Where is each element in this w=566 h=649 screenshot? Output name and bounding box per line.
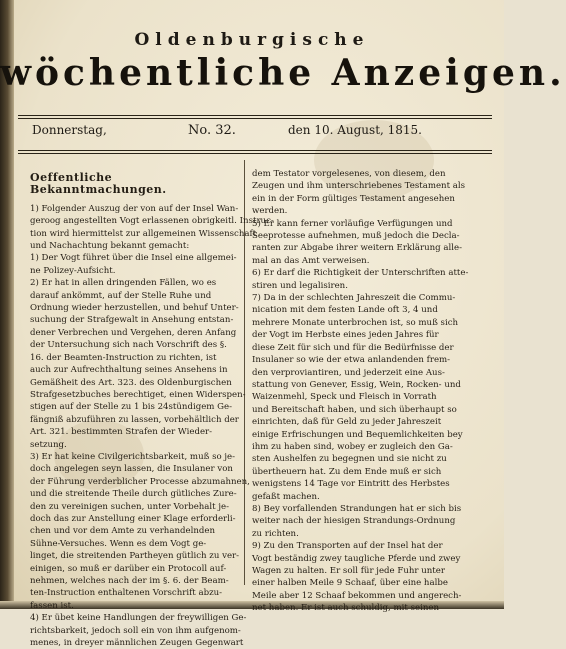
text-line: zu richten.	[252, 528, 299, 539]
issue-rule-bottom	[18, 150, 492, 151]
text-line: stattung von Genever, Essig, Wein, Rocken- und	[252, 379, 461, 390]
text-line: und die streitende Theile durch gütliches Zure-	[30, 489, 237, 500]
masthead-rule-top-double	[18, 118, 492, 119]
text-line: einrichten, daß für Geld zu jeder Jahreszeit	[252, 417, 442, 428]
text-line: 8) Bey vorfallenden Strandungen hat er sich bis	[252, 503, 462, 514]
text-line: den zu vereinigen suchen, unter Vorbehalt je-	[30, 501, 230, 512]
text-line: 6) Er darf die Richtigkeit der Unterschriften atte-	[252, 268, 469, 279]
text-line: Gemäßheit des Art. 323. des Oldenburgischen	[30, 377, 232, 388]
text-line: Art. 321. bestimmten Strafen der Wieder-	[30, 427, 213, 438]
text-line: Strafgesetzbuches berechtiget, einen Widerspen-	[30, 389, 246, 400]
text-line: 9) Zu den Transporten auf der Insel hat der	[252, 541, 443, 552]
text-line: stiren und legalisiren.	[252, 280, 348, 291]
issue-number: No. 32.	[188, 123, 236, 138]
text-line: der Untersuchung sich nach Vorschrift des §.	[30, 340, 227, 351]
text-line: darauf ankömmt, auf der Stelle Ruhe und	[30, 290, 212, 301]
text-line: einige Erfrischungen und Bequemlichkeiten bey	[252, 429, 463, 440]
text-line: mehrere Monate unterbrochen ist, so muß sich	[252, 317, 459, 328]
text-line: Vogt beständig zwey taugliche Pferde und zwey	[252, 553, 461, 564]
text-line: einer halben Meile 9 Schaaf, über eine halbe	[252, 578, 448, 589]
text-line: menes, in dreyer männlichen Zeugen Gegenwart	[30, 638, 244, 649]
text-line: setzung.	[30, 439, 67, 450]
text-line: sten Aushelfen zu begegnen und sie nicht zu	[252, 454, 447, 465]
text-line: richtsbarkeit, jedoch soll ein von ihm aufgenom-	[30, 625, 241, 636]
masthead-title: wöchentliche Anzeigen.	[0, 52, 566, 94]
issue-rule-bottom-double	[18, 153, 492, 154]
text-line: übertheuern hat. Zu dem Ende muß er sich	[252, 466, 442, 477]
text-line: Zeugen und ihm unterschriebenes Testament als	[252, 181, 466, 192]
text-line: und Bereitschaft haben, und sich überhaupt so	[252, 404, 457, 415]
text-line: Insulaner so wie der etwa anlandenden frem-	[252, 355, 451, 366]
text-line: 2) Er hat in allen dringenden Fällen, wo es	[30, 278, 217, 289]
text-line: doch angelegen seyn lassen, die Insulaner von	[30, 464, 233, 475]
text-line: tion wird hiermittelst zur allgemeinen Wissenschaft	[30, 228, 257, 239]
right-column	[252, 168, 482, 615]
text-line: 4) Er übet keine Handlungen der freywilligen Ge-	[30, 613, 247, 624]
text-line: den verproviantiren, und jederzeit eine Aus-	[252, 367, 445, 378]
text-line: einigen, so muß er darüber ein Protocoll auf-	[30, 563, 227, 574]
section-heading: Oeffentliche Bekanntmachungen.	[30, 171, 167, 197]
text-line: 1) Der Vogt führet über die Insel eine allgemei-	[30, 253, 237, 264]
text-line: ten-Instruction enthaltenen Vorschrift abzu-	[30, 588, 223, 599]
text-line: geroog angestellten Vogt erlassenen obrigkeitl. Instruc-	[30, 216, 274, 227]
issue-date: den 10. August, 1815.	[288, 123, 422, 137]
text-line: dem Testator vorgelesenes, von diesem, den	[252, 169, 446, 179]
text-line: suchung der Strafgewalt in Ansehung entstan-	[30, 315, 234, 326]
text-line: Wagen zu halten. Er soll für jede Fuhr unter	[252, 566, 445, 576]
text-line: ranten zur Abgabe ihrer weitern Erklärung alle-	[252, 243, 463, 254]
text-line: diese Zeit für sich und für die Bedürfnisse der	[252, 342, 454, 353]
text-line: 1) Folgender Auszug der von auf der Insel Wan-	[30, 203, 239, 214]
text-line: wenigstens 14 Tage vor Eintritt des Herbstes	[252, 479, 450, 490]
text-line: net haben. Er ist auch schuldig, mit seinen	[252, 603, 439, 614]
text-line: doch das zur Anstellung einer Klage erforderli-	[30, 513, 236, 524]
text-line: Meile aber 12 Schaaf bekommen und angerech-	[252, 590, 462, 601]
text-line: Sühne-Versuches. Wenn es dem Vogt ge-	[30, 538, 207, 549]
issue-line	[20, 123, 494, 145]
text-line: nication mit dem festen Lande oft 3, 4 und	[252, 305, 438, 316]
text-line: weiter nach der hiesigen Strandungs-Ordnung	[252, 516, 456, 527]
text-line: mal an das Amt verweisen.	[252, 255, 370, 266]
masthead-subtitle: Oldenburgische	[134, 30, 370, 50]
text-line: chen und vor dem Amte zu verhandelnden	[30, 526, 215, 537]
text-line: und Nachachtung bekannt gemacht:	[30, 241, 190, 252]
masthead-rule-top	[18, 115, 492, 116]
text-line: 3) Er hat keine Civilgerichtsbarkeit, muß so je-	[30, 451, 236, 462]
text-line: ihm zu haben sind, wobey er zugleich den Ga-	[252, 441, 453, 452]
text-line: dener Verbrechen und Vergehen, deren Anfang	[30, 327, 237, 338]
text-line: 16. der Beamten-Instruction zu richten, ist	[30, 352, 217, 363]
text-line: 7) Da in der schlechten Jahreszeit die Commu-	[252, 293, 456, 304]
text-line: Ordnung wieder herzustellen, und behuf Unter-	[30, 303, 239, 314]
text-line: Seeprotesse aufnehmen, muß jedoch die Decla-	[252, 231, 460, 242]
text-line: stigen auf der Stelle zu 1 bis 24stündigem Ge-	[30, 402, 233, 413]
text-line: fassen ist.	[30, 600, 74, 611]
text-line: Waizenmehl, Speck und Fleisch in Vorrath	[252, 392, 437, 403]
text-line: ne Polizey-Aufsicht.	[30, 265, 116, 276]
issue-day: Donnerstag,	[32, 123, 107, 137]
text-line: auch zur Aufrechthaltung seines Ansehens in	[30, 365, 228, 376]
text-line: gefaßt machen.	[252, 491, 320, 502]
text-line: 5) Er kann ferner vorläufige Verfügungen und	[252, 218, 453, 229]
text-line: linget, die streitenden Partheyen gütlich zu ver-	[30, 551, 240, 562]
text-line: fängniß abzuführen zu lassen, vorbehältlich der	[30, 414, 239, 425]
text-line: der Vogt im Herbste eines jeden Jahres für	[252, 330, 439, 341]
text-line: der Führung verderblicher Processe abzumahnen,	[30, 476, 250, 487]
text-line: ein in der Form gültiges Testament angesehen	[252, 193, 455, 204]
text-line: werden.	[252, 206, 288, 217]
text-line: nehmen, welches nach der im §. 6. der Beam-	[30, 576, 229, 586]
